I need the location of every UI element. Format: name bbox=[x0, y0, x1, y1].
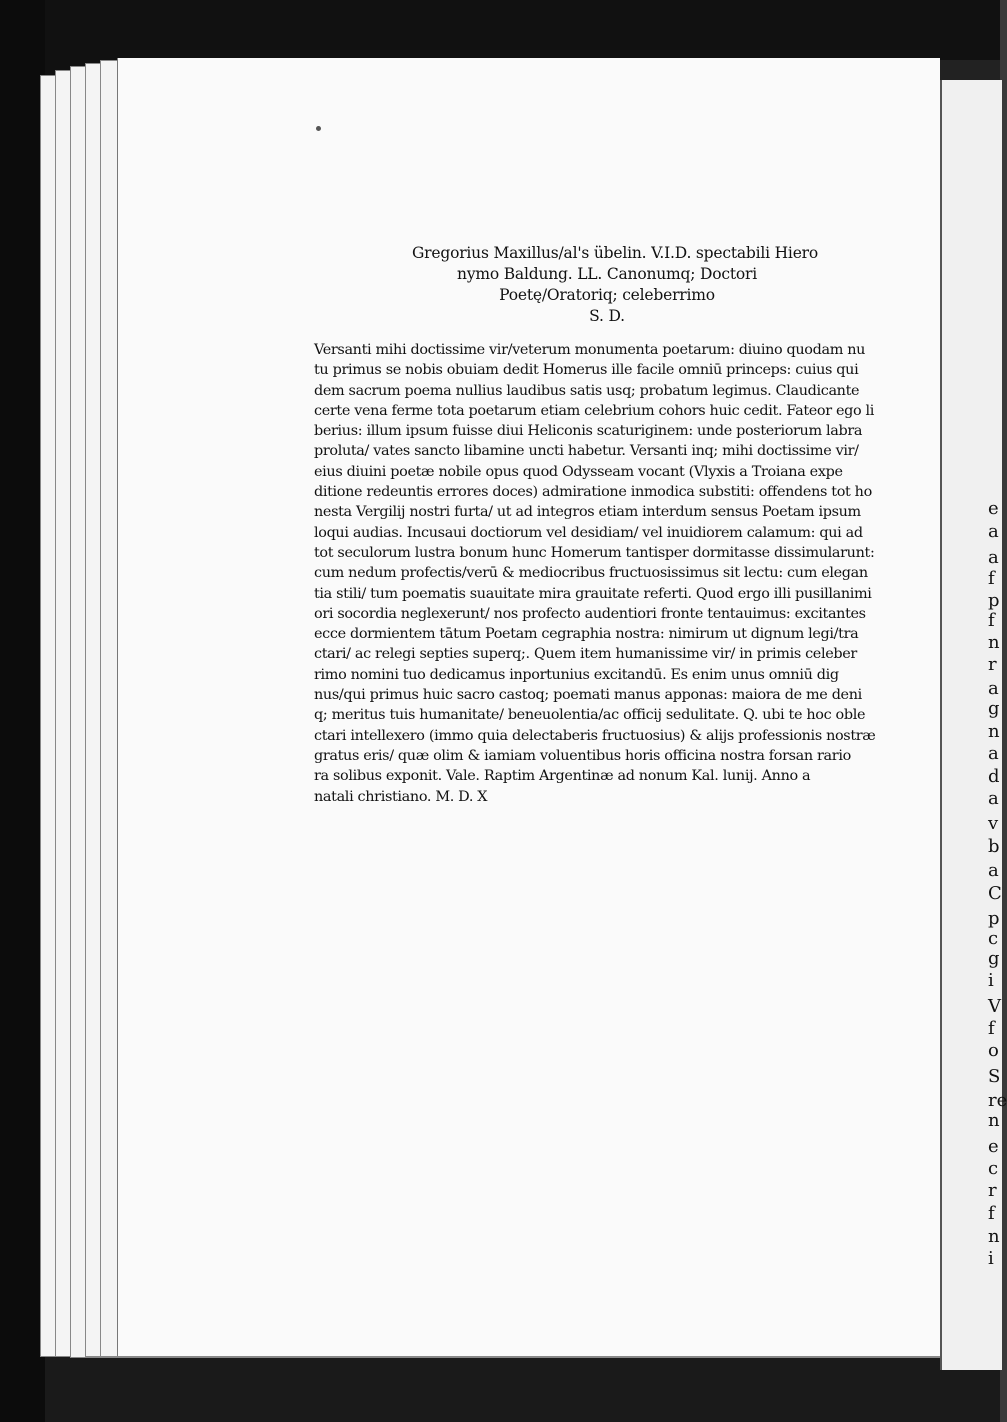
body-line: dem sacrum poema nullius laudibus satis usq; probatum legimus. Claudicante bbox=[314, 382, 860, 399]
facing-letter: r bbox=[988, 654, 997, 675]
heading-line: nymo Baldung. LL. Canonumq; Doctori bbox=[457, 265, 757, 283]
facing-letter: b bbox=[988, 836, 1000, 857]
facing-letter: v bbox=[988, 813, 999, 834]
facing-letter: n bbox=[988, 721, 1000, 742]
facing-letter: n bbox=[988, 632, 1000, 653]
facing-letter: C bbox=[988, 883, 1002, 904]
facing-letter: a bbox=[988, 743, 999, 764]
facing-letter: a bbox=[988, 678, 999, 699]
facing-letter: n bbox=[988, 1110, 1000, 1131]
facing-letter: i bbox=[988, 1248, 994, 1269]
body-line: cum nedum profectis/verū & mediocribus fructuosissimus sit lectu: cum elegan bbox=[314, 565, 868, 582]
body-line: ditione redeuntis errores doces) admiratione inmodica substiti: offendens tot ho bbox=[314, 484, 872, 501]
letter-heading bbox=[412, 243, 819, 327]
facing-letter: e bbox=[988, 1136, 999, 1157]
body-line: ra solibus exponit. Vale. Raptim Argentinæ ad nonum Kal. lunij. Anno a bbox=[314, 768, 811, 785]
facing-letter: i bbox=[988, 970, 994, 991]
facing-letter: a bbox=[988, 547, 999, 568]
heading-line: S. D. bbox=[589, 307, 625, 325]
facing-letter: d bbox=[988, 766, 1000, 787]
body-line: ctari/ ac relegi septies superq;. Quem item humanissime vir/ in primis celeber bbox=[314, 646, 857, 663]
facing-letter: e bbox=[988, 498, 999, 519]
body-line: loqui audias. Incusaui doctiorum vel desidiam/ vel inuidiorem calamum: qui ad bbox=[314, 524, 863, 541]
heading-line: Gregorius Maxillus/al's übelin. V.I.D. spectabili Hiero bbox=[412, 244, 819, 262]
body-line: rimo nomini tuo dedicamus inportunius excitandū. Es enim unus omniū dig bbox=[314, 666, 839, 683]
body-line: tu primus se nobis obuiam dedit Homerus ille facile omniū princeps: cuius qui bbox=[314, 362, 859, 379]
body-line: nesta Vergilij nostri furta/ ut ad integros etiam interdum sensus Poetam ipsum bbox=[314, 504, 861, 521]
facing-letter: f bbox=[988, 1018, 995, 1039]
body-line: certe vena ferme tota poetarum etiam celebrium cohors huic cedit. Fateor ego li bbox=[314, 402, 875, 419]
facing-letter: re bbox=[988, 1090, 1007, 1111]
facing-letter: V bbox=[988, 996, 1001, 1017]
heading-line: Poetę/Oratoriq; celeberrimo bbox=[499, 286, 715, 304]
body-line: berius: illum ipsum fuisse diui Heliconis scaturiginem: unde posteriorum labra bbox=[314, 423, 863, 440]
facing-letter: f bbox=[988, 568, 995, 589]
facing-letter: a bbox=[988, 521, 999, 542]
body-line: ecce dormientem tātum Poetam cegraphia nostra: nimirum ut dignum legi/tra bbox=[314, 626, 859, 643]
facing-letter: a bbox=[988, 860, 999, 881]
body-line: q; meritus tuis humanitate/ beneuolentia/ac officij sedulitate. Q. ubi te hoc oble bbox=[314, 707, 866, 724]
facing-letter: f bbox=[988, 1203, 995, 1224]
body-line: ori socordia neglexerunt/ nos profecto audentiori fronte tentauimus: excitantes bbox=[314, 605, 866, 622]
facing-letter: a bbox=[988, 788, 999, 809]
facing-letter: S bbox=[988, 1066, 1001, 1087]
facing-letter: p bbox=[988, 590, 1000, 611]
facing-letter: c bbox=[988, 1158, 999, 1179]
body-line: tot seculorum lustra bonum hunc Homerum tantisper dormitasse dissimularunt: bbox=[314, 544, 875, 561]
body-line: natali christiano. M. D. X bbox=[314, 788, 488, 805]
body-line: nus/qui primus huic sacro castoq; poemati manus apponas: maiora de me deni bbox=[314, 687, 862, 704]
letter-body bbox=[314, 340, 908, 807]
body-line: ctari intellexero (immo quia delectaberis fructuosius) & alijs professionis nostræ bbox=[314, 727, 876, 744]
scan-left-shadow bbox=[0, 0, 45, 1422]
facing-letter: o bbox=[988, 1040, 999, 1061]
facing-letter: n bbox=[988, 1226, 1000, 1247]
facing-letter: r bbox=[988, 1180, 997, 1201]
facing-letter: g bbox=[988, 948, 1000, 969]
body-line: Versanti mihi doctissime vir/veterum monumenta poetarum: diuino quodam nu bbox=[314, 342, 866, 358]
body-line: gratus eris/ quæ olim & iamiam voluentibus horis officina nostra forsan rario bbox=[314, 747, 851, 764]
facing-letter: c bbox=[988, 928, 999, 949]
body-line: proluta/ vates sancto libamine uncti habetur. Versanti inq; mihi doctissime vir/ bbox=[314, 443, 859, 460]
facing-letter: f bbox=[988, 610, 995, 631]
page-speck bbox=[316, 126, 321, 131]
body-line: eius diuini poetæ nobile opus quod Odysseam vocant (Vlyxis a Troiana expe bbox=[314, 463, 843, 480]
facing-letter: g bbox=[988, 698, 1000, 719]
facing-letter: p bbox=[988, 908, 1000, 929]
body-line: tia stili/ tum poematis suauitate mira grauitate referti. Quod ergo illi pusillanimi bbox=[314, 585, 872, 602]
